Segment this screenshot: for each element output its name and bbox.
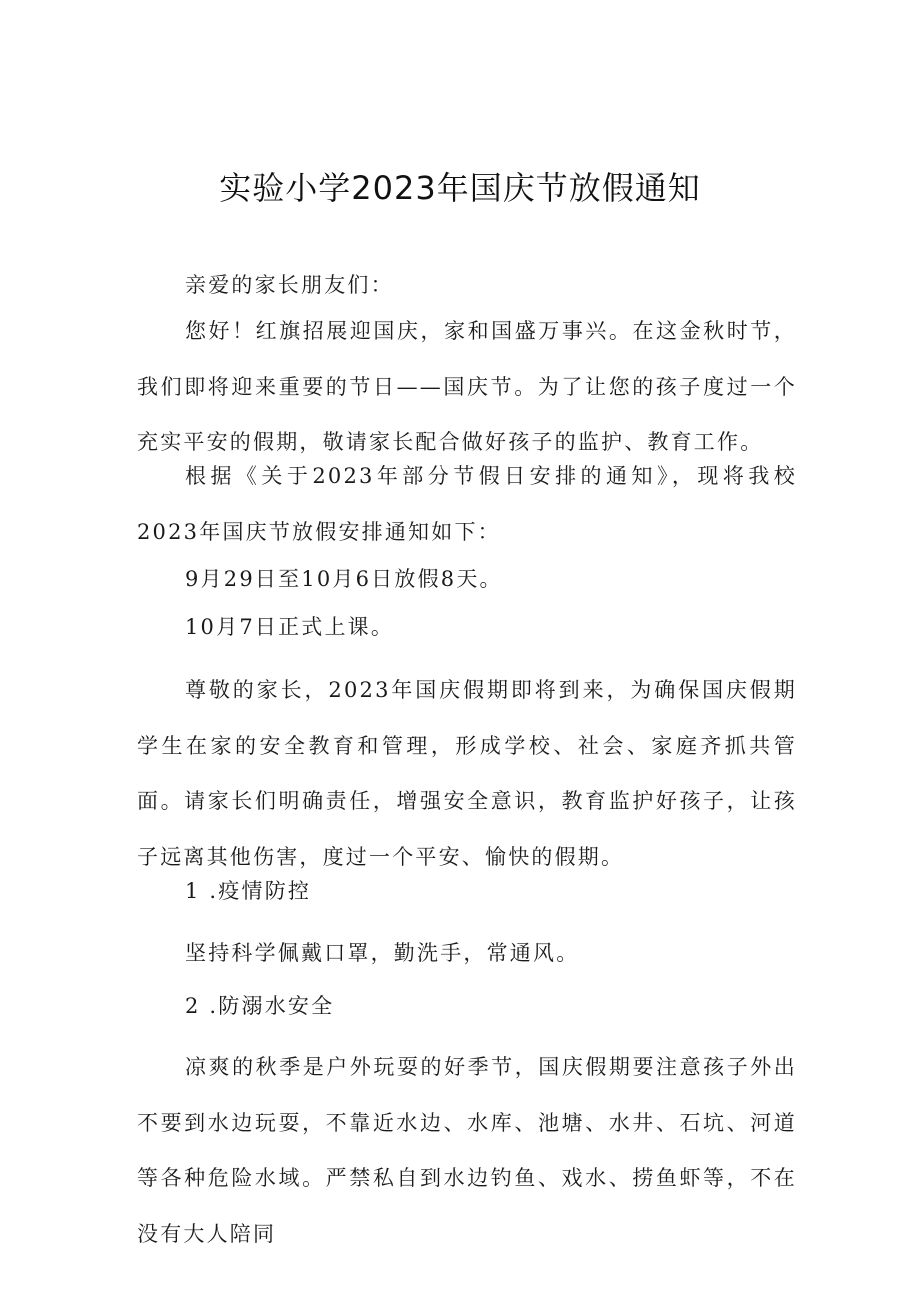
section-body-drowning: 凉爽的秋季是户外玩耍的好季节，国庆假期要注意孩子外出不要到水边玩耍，不靠近水边、水库、池塘、水井、石坑、河道等各种危险水域。严禁私自到水边钓鱼、戏水、捞鱼虾等，不在没有大人陪同 <box>137 1055 797 1246</box>
section-heading-epidemic: 1 .疫情防控 <box>185 879 312 903</box>
section-heading-drowning: 2 .防溺水安全 <box>185 994 335 1018</box>
paragraph-greeting: 您好！红旗招展迎国庆，家和国盛万事兴。在这金秋时节，我们即将迎来重要的节日——国庆节。为了让您的孩子度过一个充实平安的假期，敬请家长配合做好孩子的监护、教育工作。 <box>137 319 797 454</box>
paragraph-safety-notice: 尊敬的家长，2023年国庆假期即将到来，为确保国庆假期学生在家的安全教育和管理，形成学校、社会、家庭齐抓共管面。请家长们明确责任，增强安全意识，教育监护好孩子，让孩子远离其他伤害，度过一个平安、愉快的假期。 <box>137 678 797 869</box>
paragraph-arrangement-intro: 根据《关于2023年部分节假日安排的通知》，现将我校2023年国庆节放假安排通知如下： <box>137 464 797 544</box>
salutation: 亲爱的家长朋友们： <box>185 273 394 297</box>
holiday-dates: 9月29日至10月6日放假8天。 <box>185 567 503 591</box>
document-title: 实验小学2023年国庆节放假通知 <box>219 169 701 207</box>
section-body-epidemic: 坚持科学佩戴口罩，勤洗手，常通风。 <box>185 941 580 965</box>
resume-date: 10月7日正式上课。 <box>185 615 395 639</box>
